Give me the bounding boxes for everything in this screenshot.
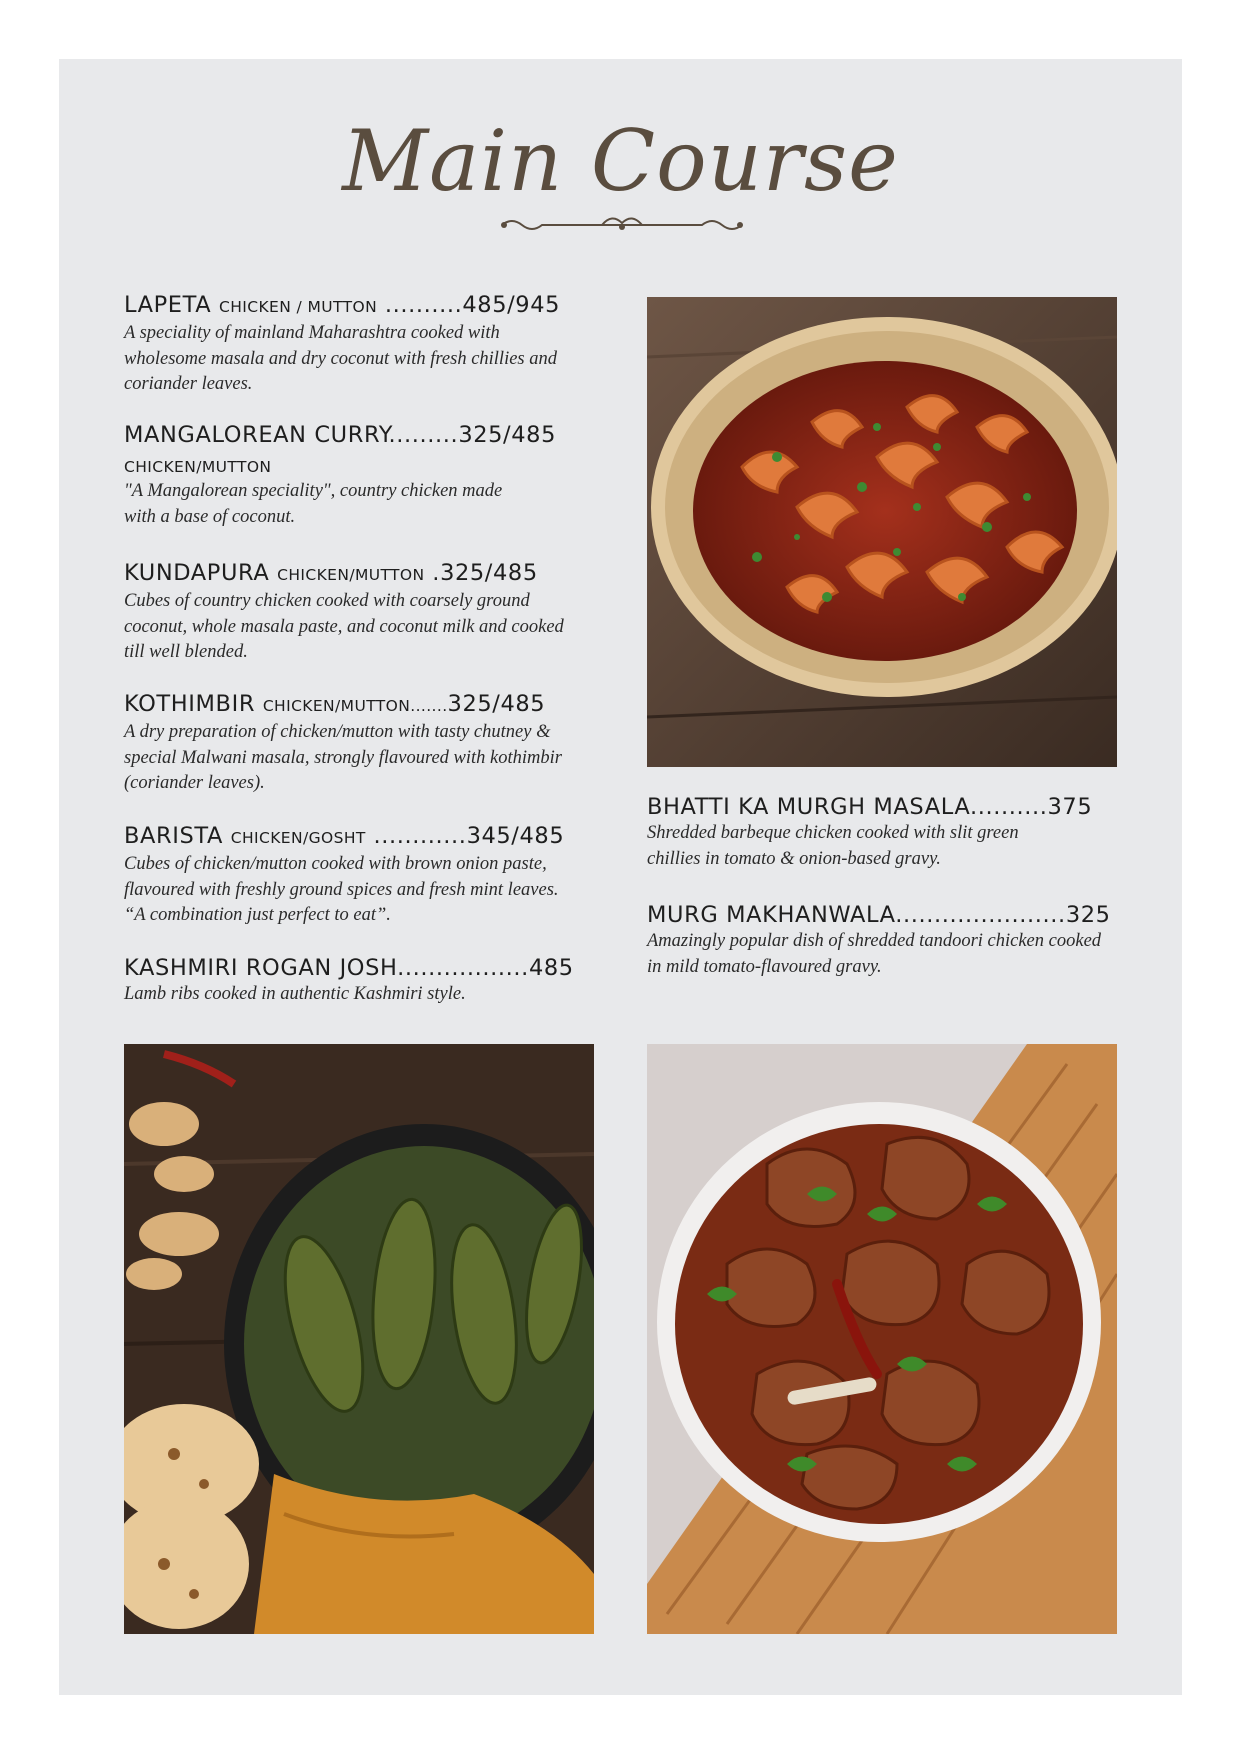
item-description: A speciality of mainland Maharashtra cooked with wholesome masala and dry coconut with fresh chillies and coriander leaves. (124, 323, 557, 394)
item-name: LAPETA (124, 292, 212, 318)
menu-item-barista (124, 822, 604, 929)
item-price: 345/485 (466, 823, 565, 849)
page-title: Main Course (342, 112, 899, 210)
item-price: 485/945 (462, 292, 561, 318)
prawn-curry-photo (647, 297, 1117, 767)
menu-item-mangalorean-curry (124, 421, 604, 530)
item-name: KOTHIMBIR (124, 691, 256, 717)
item-name-line (124, 421, 604, 449)
item-description: Lamb ribs cooked in authentic Kashmiri style. (124, 984, 466, 1004)
item-name: MURG MAKHANWALA (647, 902, 896, 928)
menu-item-lapeta (124, 291, 604, 398)
item-name-line (124, 822, 604, 852)
title-flourish-ornament (492, 209, 752, 235)
menu-panel (59, 59, 1182, 1695)
item-leader-dots: .......... (969, 794, 1048, 820)
item-name-line (124, 690, 604, 720)
item-name-line (124, 291, 604, 321)
green-chicken-curry-photo (124, 1044, 594, 1634)
item-name-line (124, 954, 604, 982)
item-description: Amazingly popular dish of shredded tandoori chicken cooked in mild tomato-flavoured gravy. (647, 931, 1102, 977)
item-leader-dots: .......... (384, 292, 463, 318)
item-variant: CHICKEN/MUTTON (124, 458, 272, 476)
item-variant: CHICKEN/MUTTON (277, 566, 425, 584)
item-name: BARISTA (124, 823, 223, 849)
menu-item-kothimbir (124, 690, 604, 797)
item-variant: CHICKEN/GOSHT (230, 829, 366, 847)
item-description: A dry preparation of chicken/mutton with tasty chutney & special Malwani masala, strongly flavoured with kothimbir (coriander leaves). (124, 722, 562, 793)
menu-item-bhatti-ka-murgh-masala (647, 793, 1127, 872)
item-leader-dots: ................. (397, 955, 529, 981)
item-description: "A Mangalorean speciality", country chicken made with a base of coconut. (124, 481, 503, 527)
item-name: KUNDAPURA (124, 560, 270, 586)
item-name: KASHMIRI ROGAN JOSH (124, 955, 398, 981)
item-description: Cubes of chicken/mutton cooked with brown onion paste, flavoured with freshly ground spices and fresh mint leaves. “A combination just perfect to eat”. (124, 854, 559, 925)
mutton-curry-photo (647, 1044, 1117, 1634)
prawn-curry-illustration (647, 297, 1117, 767)
item-name-line (647, 793, 1127, 821)
green-chicken-curry-illustration (124, 1044, 594, 1634)
item-name-line (124, 559, 604, 589)
item-price: 325/485 (447, 691, 546, 717)
item-leader-dots: ............ (373, 823, 467, 849)
item-description: Cubes of country chicken cooked with coarsely ground coconut, whole masala paste, and coconut milk and cooked till well blended. (124, 591, 564, 662)
item-price: 375 (1047, 794, 1093, 820)
menu-item-murg-makhanwala (647, 901, 1127, 980)
item-name-line (647, 901, 1127, 929)
menu-item-kundapura (124, 559, 604, 666)
item-description: Shredded barbeque chicken cooked with slit green chillies in tomato & onion-based gravy. (647, 823, 1019, 869)
mutton-curry-illustration (647, 1044, 1117, 1634)
item-price: 485 (528, 955, 574, 981)
item-variant: CHICKEN/MUTTON....... (262, 697, 448, 715)
item-variant: CHICKEN / MUTTON (218, 298, 378, 316)
item-leader-dots: ...................... (895, 902, 1066, 928)
item-price: 325/485 (458, 422, 556, 448)
menu-item-kashmiri-rogan-josh (124, 954, 604, 1008)
item-price: 325/485 (440, 560, 538, 586)
item-name: MANGALOREAN CURRY (124, 422, 389, 448)
item-leader-dots: . (432, 560, 441, 586)
item-name: BHATTI KA MURGH MASALA (647, 794, 970, 820)
item-leader-dots: ......... (388, 422, 459, 448)
item-price: 325 (1065, 902, 1111, 928)
